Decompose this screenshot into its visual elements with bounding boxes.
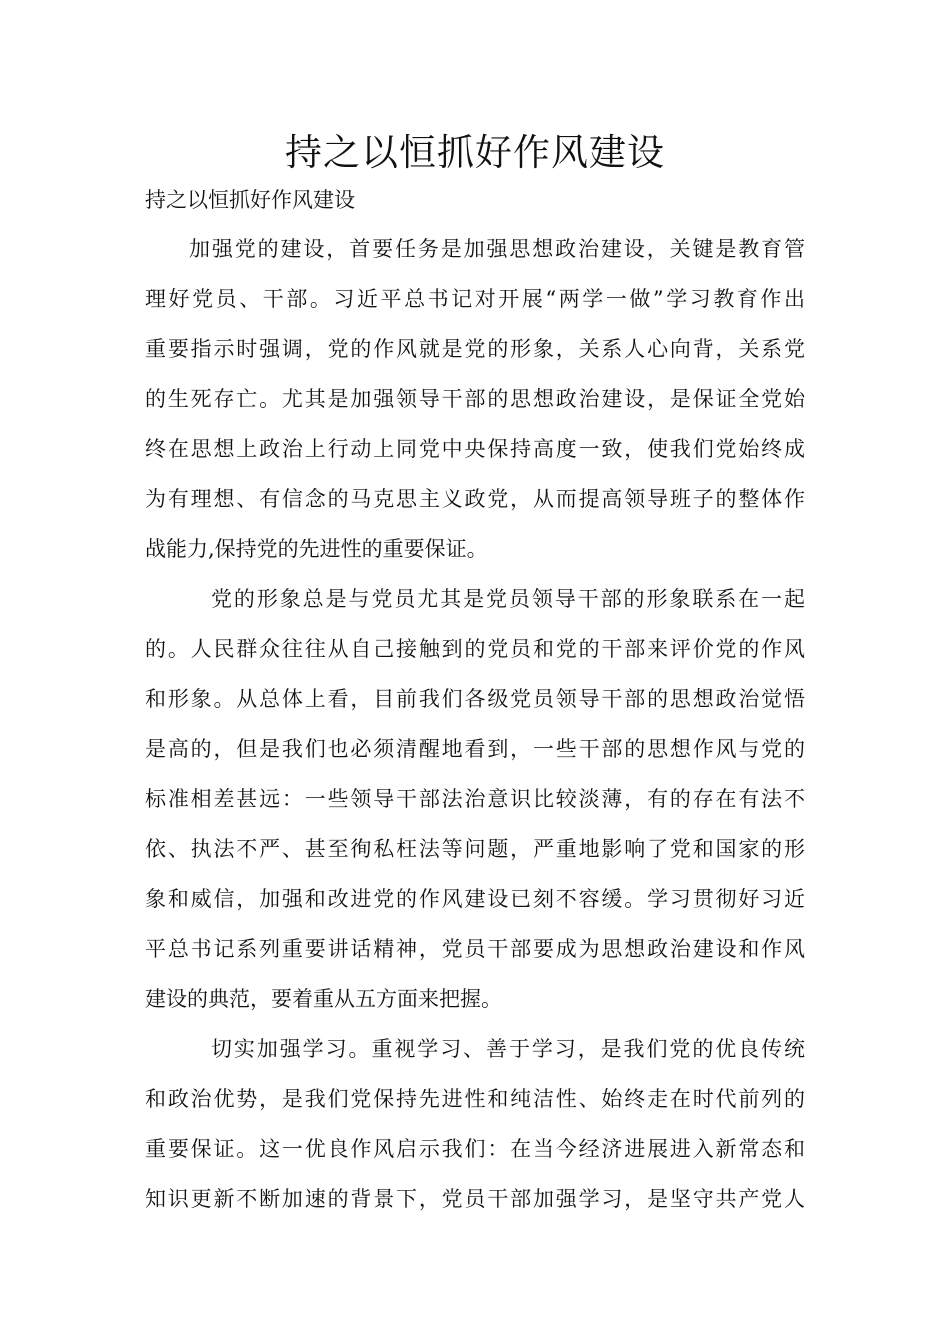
- paragraph-line: 标准相差甚远：一些领导干部法治意识比较淡薄，有的存在有法不: [145, 787, 805, 811]
- paragraph-line: 的生死存亡。尤其是加强领导干部的思想政治建设，是保证全党始: [145, 387, 805, 411]
- document-title: 持之以恒抓好作风建设: [285, 131, 665, 174]
- document-body: [145, 224, 805, 1224]
- paragraph-line: 平总书记系列重要讲话精神，党员干部要成为思想政治建设和作风: [145, 937, 805, 961]
- paragraph-line: 重要保证。这一优良作风启示我们：在当今经济进展进入新常态和: [145, 1137, 805, 1161]
- document-subtitle: 持之以恒抓好作风建设: [145, 188, 355, 212]
- paragraph-line: 象和威信，加强和改进党的作风建设已刻不容缓。学习贯彻好习近: [145, 887, 805, 911]
- paragraph-line: 建设的典范，要着重从五方面来把握。: [145, 987, 502, 1011]
- paragraph-2: [145, 574, 805, 1024]
- paragraph-line: 是高的，但是我们也必须清醒地看到，一些干部的思想作风与党的: [145, 737, 805, 761]
- paragraph-line: 为有理想、有信念的马克思主义政党，从而提高领导班子的整体作: [145, 487, 805, 511]
- paragraph-line: 和政治优势，是我们党保持先进性和纯洁性、始终走在时代前列的: [145, 1087, 805, 1111]
- paragraph-3: [145, 1024, 805, 1224]
- paragraph-line: 终在思想上政治上行动上同党中央保持高度一致，使我们党始终成: [145, 437, 805, 461]
- paragraph-line: 党的形象总是与党员尤其是党员领导干部的形象联系在一起: [211, 587, 805, 611]
- paragraph-line: 切实加强学习。重视学习、善于学习，是我们党的优良传统: [211, 1037, 805, 1061]
- paragraph-line: 的。人民群众往往从自己接触到的党员和党的干部来评价党的作风: [145, 637, 805, 661]
- paragraph-line: 加强党的建设，首要任务是加强思想政治建设，关键是教育管: [189, 237, 805, 261]
- paragraph-1: [145, 224, 805, 574]
- paragraph-line: 战能力,保持党的先进性的重要保证。: [145, 537, 488, 561]
- paragraph-line: 重要指示时强调，党的作风就是党的形象，关系人心向背，关系党: [145, 337, 805, 361]
- paragraph-line: 理好党员、干部。习近平总书记对开展“两学一做”学习教育作出: [145, 287, 805, 311]
- paragraph-line: 依、执法不严、甚至徇私枉法等问题，严重地影响了党和国家的形: [145, 837, 805, 861]
- paragraph-line: 知识更新不断加速的背景下，党员干部加强学习，是坚守共产党人: [145, 1187, 805, 1211]
- paragraph-line: 和形象。从总体上看，目前我们各级党员领导干部的思想政治觉悟: [145, 687, 805, 711]
